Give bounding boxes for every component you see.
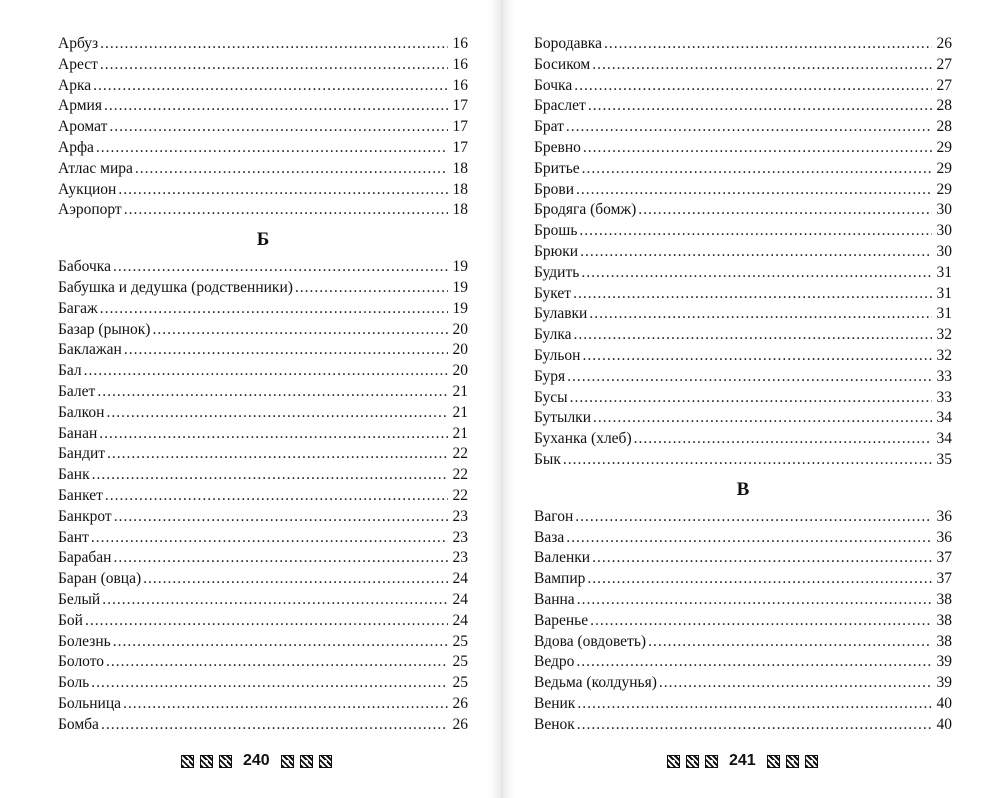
dot-leader [91,673,448,694]
entry-term: Бродяга (бомж) [534,201,637,219]
entry-term: Бомба [58,715,99,733]
entry-term: Армия [58,97,102,115]
entry-term: Банан [58,424,98,442]
entry-page-number: 32 [936,346,952,364]
page-number: 241 [729,752,756,769]
dot-leader [152,320,448,341]
entry-term: Буханка (хлеб) [534,430,632,448]
dot-leader [566,117,932,138]
entry-term: Багаж [58,299,98,317]
index-entry [58,278,468,299]
left-page [0,0,496,798]
dot-leader [576,180,932,201]
ornament-icon [219,755,232,768]
index-entry [58,257,468,278]
dot-leader [123,694,448,715]
index-entry [58,320,468,341]
entry-term: Бородавка [534,35,602,52]
page-number: 240 [243,752,270,769]
left-index-column [58,34,468,736]
entry-page-number: 16 [452,76,468,94]
entry-term: Арфа [58,138,94,156]
index-entry [534,346,952,367]
dot-leader [583,138,932,159]
entry-page-number: 21 [452,382,468,400]
entry-page-number: 34 [936,409,952,427]
index-entry [534,408,952,429]
dot-leader [576,652,932,673]
index-entry [534,242,952,263]
entry-page-number: 30 [936,242,952,260]
entry-page-number: 17 [452,118,468,136]
dot-leader [135,159,448,180]
index-entry [534,590,952,611]
entry-term: Бусы [534,388,568,406]
entry-term: Варенье [534,611,589,629]
ornament-icon [300,755,313,768]
entry-page-number: 24 [452,590,468,608]
ornament-icon [686,755,699,768]
dot-leader [104,96,448,117]
dot-leader [85,611,448,632]
index-entry [58,652,468,673]
index-entry [58,715,468,736]
entry-page-number: 25 [452,674,468,692]
dot-leader [581,263,932,284]
dot-leader [105,486,448,507]
entry-page-number: 26 [936,35,952,52]
right-page [504,0,1000,798]
index-entry [534,325,952,346]
index-entry [58,138,468,159]
entry-term: Венок [534,715,575,733]
entry-page-number: 32 [936,326,952,344]
ornament-icon [319,755,332,768]
entry-page-number: 40 [936,694,952,712]
entry-term: Веник [534,694,576,712]
entry-page-number: 33 [936,388,952,406]
ornament-icon [705,755,718,768]
entry-page-number: 18 [452,201,468,219]
entry-page-number: 29 [936,138,952,156]
dot-leader [84,361,448,382]
index-entry [58,200,468,221]
entry-term: Бабочка [58,258,111,276]
dot-leader [113,632,448,653]
dot-leader [574,325,933,346]
dot-leader [295,278,448,299]
entry-page-number: 21 [452,424,468,442]
dot-leader [113,257,448,278]
index-entry [534,96,952,117]
entry-page-number: 19 [452,258,468,276]
entry-term: Бульон [534,346,581,364]
entry-page-number: 31 [936,263,952,281]
dot-leader [563,450,932,471]
entry-page-number: 26 [452,694,468,712]
dot-leader [589,304,932,325]
index-entry [58,382,468,403]
entry-term: Аукцион [58,180,117,198]
entry-page-number: 22 [452,445,468,463]
dot-leader [579,221,932,242]
dot-leader [109,117,448,138]
index-entry [534,138,952,159]
dot-leader [114,507,448,528]
dot-leader [567,367,932,388]
entry-page-number: 37 [936,549,952,567]
entry-term: Бутылки [534,409,592,427]
dot-leader [573,284,932,305]
entry-page-number: 25 [452,632,468,650]
dot-leader [124,340,448,361]
entry-term: Аэропорт [58,201,122,219]
entry-term: Бант [58,528,89,546]
dot-leader [106,403,448,424]
entry-term: Баклажан [58,341,122,359]
entry-term: Брюки [534,242,579,260]
index-entry [534,221,952,242]
index-entry [534,569,952,590]
right-index-column [534,34,952,736]
index-entry [58,299,468,320]
index-entry [534,388,952,409]
entry-term: Баран (овца) [58,570,142,588]
entry-term: Боль [58,674,90,692]
entry-page-number: 18 [452,180,468,198]
dot-leader [588,96,932,117]
entry-page-number: 35 [936,450,952,468]
entry-page-number: 24 [452,570,468,588]
dot-leader [574,76,932,97]
index-entry [534,694,952,715]
entry-term: Босиком [534,55,591,73]
entry-page-number: 20 [452,362,468,380]
dot-leader [124,200,448,221]
entry-term: Арест [58,55,98,73]
entry-term: Бабушка и дедушка (родственники) [58,278,293,296]
entry-page-number: 16 [452,35,468,52]
entry-page-number: 23 [452,507,468,525]
dot-leader [566,528,932,549]
entry-page-number: 29 [936,180,952,198]
dot-leader [91,528,448,549]
entry-term: Белый [58,590,101,608]
entry-page-number: 39 [936,674,952,692]
entry-page-number: 17 [452,97,468,115]
entry-term: Булка [534,326,572,344]
entry-term: Атлас мира [58,159,133,177]
index-entry [534,673,952,694]
index-entry [534,367,952,388]
entry-page-number: 16 [452,55,468,73]
entry-page-number: 30 [936,201,952,219]
dot-leader [143,569,448,590]
entry-term: Бык [534,450,561,468]
entry-page-number: 20 [452,320,468,338]
dot-leader [107,444,448,465]
entry-term: Бой [58,611,83,629]
entry-term: Брат [534,118,564,136]
dot-leader [100,55,448,76]
dot-leader [101,715,448,736]
index-entry [58,361,468,382]
index-entry [58,486,468,507]
entry-page-number: 25 [452,653,468,671]
entry-page-number: 36 [936,528,952,546]
entry-page-number: 19 [452,299,468,317]
index-entry [534,200,952,221]
dot-leader [592,548,932,569]
entry-page-number: 29 [936,159,952,177]
ornament-icon [786,755,799,768]
letter-heading: Б [256,229,270,251]
entry-page-number: 23 [452,549,468,567]
dot-leader [106,652,448,673]
dot-leader [582,346,932,367]
entry-term: Букет [534,284,572,302]
entry-page-number: 26 [452,715,468,733]
dot-leader [570,388,932,409]
entry-page-number: 34 [936,430,952,448]
index-entry [58,694,468,715]
entry-term: Валенки [534,549,591,567]
left-page-footer [178,752,335,770]
entry-page-number: 38 [936,632,952,650]
ornament-icon [667,755,680,768]
entry-page-number: 31 [936,284,952,302]
dot-leader [93,76,448,97]
dot-leader [577,694,932,715]
entry-page-number: 27 [936,55,952,73]
index-entry [534,117,952,138]
index-entry [534,450,952,471]
index-entry [58,528,468,549]
index-entry [534,632,952,653]
entry-page-number: 23 [452,528,468,546]
dot-leader [99,424,448,445]
index-entry [534,55,952,76]
entry-term: Вампир [534,570,586,588]
ornament-icon [805,755,818,768]
entry-term: Банк [58,466,90,484]
letter-heading: В [736,478,750,500]
dot-leader [113,548,448,569]
entry-page-number: 19 [452,278,468,296]
entry-term: Арка [58,76,92,94]
dot-leader [577,715,932,736]
dot-leader [575,507,932,528]
dot-leader [593,408,932,429]
dot-leader [634,429,932,450]
index-entry [534,528,952,549]
index-entry [58,590,468,611]
entry-page-number: 28 [936,118,952,136]
entry-term: Банкрот [58,507,112,525]
entry-page-number: 18 [452,159,468,177]
entry-term: Ведьма (колдунья) [534,674,657,692]
entry-term: Болото [58,653,105,671]
entry-page-number: 17 [452,138,468,156]
index-entry [58,673,468,694]
entry-term: Бандит [58,445,106,463]
right-page-footer [664,752,821,770]
dot-leader [648,632,932,653]
entry-page-number: 39 [936,653,952,671]
index-entry [58,403,468,424]
entry-term: Брови [534,180,575,198]
entry-page-number: 20 [452,341,468,359]
index-entry [58,180,468,201]
dot-leader [592,55,932,76]
entry-term: Балет [58,382,96,400]
index-entry [58,548,468,569]
entry-page-number: 22 [452,466,468,484]
index-entry [58,55,468,76]
entry-page-number: 28 [936,97,952,115]
entry-page-number: 40 [936,715,952,733]
entry-page-number: 30 [936,222,952,240]
entry-term: Будить [534,263,580,281]
entry-term: Арбуз [58,35,99,52]
dot-leader [604,34,932,55]
entry-term: Бритье [534,159,580,177]
entry-term: Браслет [534,97,586,115]
index-entry [534,284,952,305]
entry-page-number: 37 [936,570,952,588]
entry-term: Больница [58,694,122,712]
entry-term: Банкет [58,486,103,504]
index-entry [534,34,952,55]
entry-page-number: 31 [936,305,952,323]
dot-leader [102,590,448,611]
index-entry [58,424,468,445]
entry-page-number: 22 [452,486,468,504]
index-entry [58,96,468,117]
entry-term: Ваза [534,528,565,546]
index-entry [534,304,952,325]
index-entry [534,652,952,673]
entry-term: Брошь [534,222,578,240]
entry-term: Балкон [58,403,105,421]
entry-term: Ведро [534,653,575,671]
index-entry [58,632,468,653]
dot-leader [582,159,932,180]
entry-term: Болезнь [58,632,111,650]
ornament-icon [281,755,294,768]
dot-leader [118,180,448,201]
entry-term: Бревно [534,138,581,156]
entry-page-number: 36 [936,507,952,525]
index-entry [58,611,468,632]
dot-leader [580,242,932,263]
ornament-icon [200,755,213,768]
entry-term: Базар (рынок) [58,320,151,338]
entry-term: Аромат [58,118,108,136]
entry-term: Бочка [534,76,573,94]
entry-term: Барабан [58,549,112,567]
index-entry [58,76,468,97]
index-entry [58,465,468,486]
entry-page-number: 33 [936,367,952,385]
dot-leader [97,382,448,403]
index-entry [58,507,468,528]
index-entry [534,507,952,528]
entry-term: Вагон [534,507,574,525]
entry-page-number: 27 [936,76,952,94]
index-entry [58,569,468,590]
index-entry [58,159,468,180]
ornament-icon [767,755,780,768]
dot-leader [96,138,448,159]
index-entry [534,611,952,632]
ornament-icon [181,755,194,768]
entry-term: Булавки [534,305,588,323]
dot-leader [590,611,932,632]
entry-page-number: 38 [936,590,952,608]
entry-term: Бал [58,362,82,380]
dot-leader [100,34,448,55]
entry-page-number: 21 [452,403,468,421]
index-entry [534,548,952,569]
entry-term: Вдова (овдоветь) [534,632,647,650]
entry-page-number: 38 [936,611,952,629]
index-entry [58,340,468,361]
entry-term: Ванна [534,590,575,608]
entry-page-number: 24 [452,611,468,629]
index-entry [534,429,952,450]
index-entry [534,159,952,180]
dot-leader [587,569,932,590]
index-entry [534,715,952,736]
index-entry [58,117,468,138]
index-entry [534,76,952,97]
index-entry [58,34,468,55]
dot-leader [659,673,932,694]
index-entry [534,263,952,284]
entry-term: Буря [534,367,566,385]
dot-leader [100,299,448,320]
dot-leader [92,465,448,486]
dot-leader [638,200,932,221]
dot-leader [577,590,932,611]
index-entry [58,444,468,465]
index-entry [534,180,952,201]
